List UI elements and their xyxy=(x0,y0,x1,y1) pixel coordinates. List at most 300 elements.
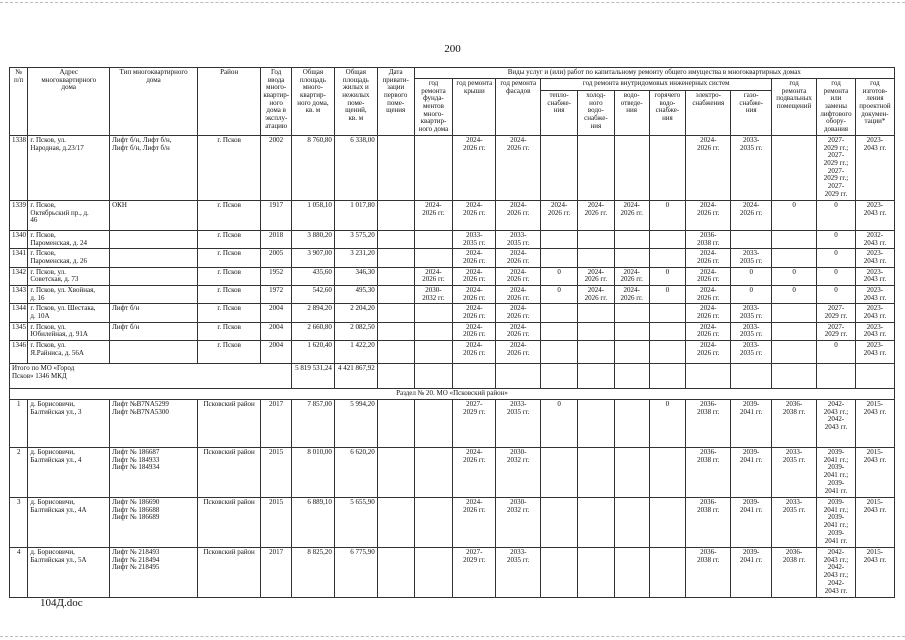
cell-type xyxy=(110,230,198,248)
cell-foundation xyxy=(414,341,453,364)
cell-area-res: 6 775,90 xyxy=(334,548,377,598)
cell-year: 2015 xyxy=(261,498,292,548)
cell-district: г. Псков xyxy=(197,135,260,200)
cell-type: Лифт № 218493 Лифт № 218494 Лифт № 218495 xyxy=(110,548,198,598)
header-hot-water: горячего водо- снабже- ния xyxy=(649,90,686,135)
cell-area-total: 6 889,10 xyxy=(291,498,334,548)
cell-type: Лифт № 186687 Лифт № 184933 Лифт № 184934 xyxy=(110,448,198,498)
cell-basement: 2033- 2035 гг. xyxy=(772,448,817,498)
cell-privat xyxy=(377,304,414,322)
cell-docs: 2023- 2043 гг. xyxy=(855,135,894,200)
cell-docs: 2032- 2043 гг. xyxy=(855,230,894,248)
cell-area-total: 3 907,00 xyxy=(291,249,334,267)
header-electro: электро- снабжения xyxy=(686,90,731,135)
cell-privat xyxy=(377,400,414,448)
cell-hot: 0 xyxy=(649,267,686,285)
cell-address: г. Псков, ул. Народная, д.23/17 xyxy=(28,135,110,200)
cell-lift: 0 xyxy=(817,230,856,248)
cell-area-res: 346,30 xyxy=(334,267,377,285)
cell-heat: 2024- 2026 гг. xyxy=(541,200,578,230)
cell-foundation xyxy=(414,304,453,322)
cell-year: 2004 xyxy=(261,304,292,322)
cell-lift: 0 xyxy=(817,267,856,285)
cell-sewer: 2024- 2026 гг. xyxy=(614,200,649,230)
total-area-residential: 4 421 867,92 xyxy=(334,364,377,389)
cell-sewer: 2024- 2026 гг. xyxy=(614,267,649,285)
cell-type: Лифт б/н, Лифт б/н, Лифт б/н, Лифт б/н xyxy=(110,135,198,200)
cell-facade: 2024- 2026 гг. xyxy=(496,304,541,322)
cell-lift: 2042- 2043 гг.; 2042- 2043 гг. xyxy=(817,400,856,448)
cell-cold xyxy=(578,322,615,340)
cell-electro: 2036- 2038 гг. xyxy=(686,400,731,448)
cell-area-total: 8 825,20 xyxy=(291,548,334,598)
cell-sewer xyxy=(614,135,649,200)
cell-num: 1338 xyxy=(10,135,28,200)
cell-privat xyxy=(377,498,414,548)
cell-heat xyxy=(541,304,578,322)
cell-electro: 2024- 2026 гг. xyxy=(686,200,731,230)
cell-gas xyxy=(731,230,772,248)
cell-docs: 2023- 2043 гг. xyxy=(855,267,894,285)
cell-privat xyxy=(377,135,414,200)
cell-sewer xyxy=(614,322,649,340)
cell-address: г. Псков, Октябрьский пр., д. 46 xyxy=(28,200,110,230)
scan-edge-bottom xyxy=(0,636,905,638)
cell-foundation: 2024- 2026 гг. xyxy=(414,267,453,285)
cell-basement: 0 xyxy=(772,267,817,285)
cell-sewer xyxy=(614,249,649,267)
cell-hot xyxy=(649,135,686,200)
cell-facade: 2024- 2026 гг. xyxy=(496,267,541,285)
cell-basement: 0 xyxy=(772,200,817,230)
table-row xyxy=(10,304,895,322)
cell-address: г. Псков, ул. Я.Райниса, д. 56А xyxy=(28,341,110,364)
cell-gas: 2033- 2035 гг. xyxy=(731,249,772,267)
cell-area-total: 2 660,80 xyxy=(291,322,334,340)
cell-cold: 2024- 2026 гг. xyxy=(578,200,615,230)
cell-num: 1345 xyxy=(10,322,28,340)
cell-sewer xyxy=(614,230,649,248)
cell-cold xyxy=(578,230,615,248)
section-row xyxy=(10,389,895,400)
cell-hot: 0 xyxy=(649,285,686,303)
cell-lift: 2039- 2041 гг.; 2039- 2041 гг.; 2039- 2041 гг. xyxy=(817,498,856,548)
header-sewer: водо- отведе- ния xyxy=(614,90,649,135)
cell-year: 2002 xyxy=(261,135,292,200)
cell-facade: 2024- 2026 гг. xyxy=(496,200,541,230)
cell-gas: 2033- 2035 гг. xyxy=(731,322,772,340)
cell-foundation xyxy=(414,135,453,200)
cell-area-res: 495,30 xyxy=(334,285,377,303)
cell-privat xyxy=(377,548,414,598)
cell-facade: 2024- 2026 гг. xyxy=(496,341,541,364)
header-lift: год ремонта или замены лифтового обору- дования xyxy=(817,79,856,136)
table-body-district xyxy=(10,400,895,598)
cell-gas: 2039- 2041 гг. xyxy=(731,448,772,498)
cell-type xyxy=(110,341,198,364)
cell-type: Лифт б/н xyxy=(110,304,198,322)
cell-heat xyxy=(541,448,578,498)
cell-roof: 2024- 2026 гг. xyxy=(453,448,496,498)
cell-electro: 2024- 2026 гг. xyxy=(686,322,731,340)
cell-num: 3 xyxy=(10,498,28,548)
cell-type xyxy=(110,249,198,267)
cell-address: д. Борисовичи, Балтийская ул., 5А xyxy=(28,548,110,598)
table-row xyxy=(10,400,895,448)
cell-district: Псковский район xyxy=(197,400,260,448)
cell-address: г. Псков, Пароменская, д. 24 xyxy=(28,230,110,248)
cell-basement xyxy=(772,304,817,322)
cell-roof: 2024- 2026 гг. xyxy=(453,135,496,200)
cell-area-res: 5 994,20 xyxy=(334,400,377,448)
cell-type: Лифт № 186690 Лифт № 186688 Лифт № 186689 xyxy=(110,498,198,548)
cell-basement: 2033- 2035 гг. xyxy=(772,498,817,548)
cell-area-total: 8 010,00 xyxy=(291,448,334,498)
cell-year: 1917 xyxy=(261,200,292,230)
cell-type xyxy=(110,285,198,303)
cell-hot xyxy=(649,498,686,548)
table-row xyxy=(10,498,895,548)
cell-basement: 2036- 2038 гг. xyxy=(772,548,817,598)
cell-foundation xyxy=(414,448,453,498)
cell-electro: 2036- 2038 гг. xyxy=(686,230,731,248)
cell-district: Псковский район xyxy=(197,448,260,498)
cell-privat xyxy=(377,267,414,285)
cell-foundation xyxy=(414,230,453,248)
cell-type: ОКН xyxy=(110,200,198,230)
header-facade: год ремонта фасадов xyxy=(496,79,541,136)
cell-facade: 2030- 2032 гг. xyxy=(496,498,541,548)
cell-district: г. Псков xyxy=(197,341,260,364)
cell-hot: 0 xyxy=(649,200,686,230)
cell-area-total: 1 620,40 xyxy=(291,341,334,364)
cell-district: г. Псков xyxy=(197,267,260,285)
cell-district: Псковский район xyxy=(197,548,260,598)
cell-area-res: 3 231,20 xyxy=(334,249,377,267)
cell-district: г. Псков xyxy=(197,285,260,303)
cell-heat xyxy=(541,230,578,248)
cell-privat xyxy=(377,341,414,364)
cell-year: 2017 xyxy=(261,548,292,598)
total-row xyxy=(10,364,895,389)
cell-area-res: 1 422,20 xyxy=(334,341,377,364)
header-gas: газо- снабже- ния xyxy=(731,90,772,135)
cell-area-total: 542,60 xyxy=(291,285,334,303)
cell-district: г. Псков xyxy=(197,200,260,230)
cell-sewer xyxy=(614,448,649,498)
cell-cold: 2024- 2026 гг. xyxy=(578,267,615,285)
table-row xyxy=(10,135,895,200)
cell-area-res: 5 655,90 xyxy=(334,498,377,548)
cell-sewer xyxy=(614,341,649,364)
total-label: Итого по МО «Город Псков» 1346 МКД xyxy=(10,364,292,389)
cell-facade: 2024- 2026 гг. xyxy=(496,135,541,200)
cell-num: 1340 xyxy=(10,230,28,248)
table-row xyxy=(10,249,895,267)
cell-lift: 2039- 2041 гг.; 2039- 2041 гг.; 2039- 2041 гг. xyxy=(817,448,856,498)
cell-roof: 2027- 2029 гг. xyxy=(453,548,496,598)
cell-year: 2017 xyxy=(261,400,292,448)
cell-electro: 2024- 2026 гг. xyxy=(686,135,731,200)
cell-docs: 2015- 2043 гг. xyxy=(855,448,894,498)
cell-roof: 2024- 2026 гг. xyxy=(453,285,496,303)
cell-facade: 2030- 2032 гг. xyxy=(496,448,541,498)
footer-filename: 104Д.doc xyxy=(40,597,83,609)
cell-lift: 2027- 2029 гг. xyxy=(817,322,856,340)
cell-roof: 2024- 2026 гг. xyxy=(453,341,496,364)
cell-heat: 0 xyxy=(541,400,578,448)
cell-foundation: 2024- 2026 гг. xyxy=(414,200,453,230)
cell-year: 2015 xyxy=(261,448,292,498)
table-row xyxy=(10,341,895,364)
cell-district: г. Псков xyxy=(197,230,260,248)
cell-num: 1 xyxy=(10,400,28,448)
cell-cold xyxy=(578,249,615,267)
table-row xyxy=(10,548,895,598)
cell-lift: 0 xyxy=(817,200,856,230)
table-row xyxy=(10,448,895,498)
cell-hot: 0 xyxy=(649,400,686,448)
cell-num: 1342 xyxy=(10,267,28,285)
cell-foundation xyxy=(414,400,453,448)
header-engineering: год ремонта внутридомовых инженерных систем xyxy=(541,79,772,91)
cell-lift: 0 xyxy=(817,341,856,364)
cell-electro: 2036- 2038 гг. xyxy=(686,548,731,598)
cell-lift: 2027- 2029 гг.; 2027- 2029 гг.; 2027- 2029 гг.; 2027- 2029 гг. xyxy=(817,135,856,200)
cell-lift: 0 xyxy=(817,249,856,267)
cell-facade: 2033- 2035 гг. xyxy=(496,230,541,248)
cell-privat xyxy=(377,448,414,498)
cell-heat: 0 xyxy=(541,267,578,285)
cell-privat xyxy=(377,200,414,230)
cell-docs: 2023- 2043 гг. xyxy=(855,200,894,230)
cell-facade: 2024- 2026 гг. xyxy=(496,285,541,303)
total-area-total: 5 819 531,24 xyxy=(291,364,334,389)
cell-type: Лифт б/н xyxy=(110,322,198,340)
cell-sewer xyxy=(614,548,649,598)
cell-roof: 2024- 2026 гг. xyxy=(453,498,496,548)
cell-heat xyxy=(541,249,578,267)
header-address: Адрес многоквартирного дома xyxy=(28,68,110,136)
cell-hot xyxy=(649,322,686,340)
cell-sewer: 2024- 2026 гг. xyxy=(614,285,649,303)
cell-basement: 0 xyxy=(772,285,817,303)
cell-basement xyxy=(772,135,817,200)
cell-sewer xyxy=(614,498,649,548)
cell-electro: 2024- 2026 гг. xyxy=(686,267,731,285)
cell-basement: 2036- 2038 гг. xyxy=(772,400,817,448)
cell-hot xyxy=(649,448,686,498)
cell-foundation xyxy=(414,548,453,598)
cell-facade: 2024- 2026 гг. xyxy=(496,322,541,340)
header-area-total: Общая площадь много- квартир- ного дома, кв. м xyxy=(291,68,334,136)
cell-year: 2005 xyxy=(261,249,292,267)
cell-docs: 2023- 2043 гг. xyxy=(855,304,894,322)
cell-gas: 2039- 2041 гг. xyxy=(731,548,772,598)
cell-district: г. Псков xyxy=(197,322,260,340)
cell-cold xyxy=(578,341,615,364)
cell-gas: 2033- 2035 гг. xyxy=(731,135,772,200)
cell-area-total: 2 894,20 xyxy=(291,304,334,322)
cell-address: г. Псков, ул. Хвойная, д. 16 xyxy=(28,285,110,303)
cell-num: 4 xyxy=(10,548,28,598)
cell-address: г. Псков, ул. Шестака, д. 10А xyxy=(28,304,110,322)
cell-address: д. Борисовичи, Балтийская ул., 3 xyxy=(28,400,110,448)
cell-heat xyxy=(541,498,578,548)
header-type: Тип многоквартирного дома xyxy=(110,68,198,136)
page-number: 200 xyxy=(444,43,461,55)
cell-docs: 2023- 2043 гг. xyxy=(855,322,894,340)
cell-area-total: 3 880,20 xyxy=(291,230,334,248)
cell-roof: 2024- 2026 гг. xyxy=(453,200,496,230)
cell-docs: 2023- 2043 гг. xyxy=(855,341,894,364)
cell-lift: 2042- 2043 гг.; 2042- 2043 гг.; 2042- 2043 гг. xyxy=(817,548,856,598)
table-row xyxy=(10,200,895,230)
cell-docs: 2023- 2043 гг. xyxy=(855,249,894,267)
header-area-residential: Общая площадь жилых и нежилых поме- щений, кв. м xyxy=(334,68,377,136)
cell-year: 1952 xyxy=(261,267,292,285)
cell-area-res: 6 338,00 xyxy=(334,135,377,200)
cell-area-total: 1 058,10 xyxy=(291,200,334,230)
cell-gas: 2033- 2035 гг. xyxy=(731,304,772,322)
cell-heat xyxy=(541,322,578,340)
cell-cold xyxy=(578,548,615,598)
cell-gas: 0 xyxy=(731,267,772,285)
cell-area-res: 3 575,20 xyxy=(334,230,377,248)
cell-basement xyxy=(772,341,817,364)
cell-heat xyxy=(541,135,578,200)
cell-cold xyxy=(578,304,615,322)
header-privatization: Дата привати- зации первого поме- щения xyxy=(377,68,414,136)
header-foundation: год ремонта фунда- ментов много- квартир- ного дома xyxy=(414,79,453,136)
cell-district: г. Псков xyxy=(197,249,260,267)
cell-facade: 2033- 2035 гг. xyxy=(496,400,541,448)
cell-electro: 2024- 2026 гг. xyxy=(686,304,731,322)
cell-roof: 2024- 2026 гг. xyxy=(453,304,496,322)
cell-area-total: 435,60 xyxy=(291,267,334,285)
cell-area-res: 2 082,50 xyxy=(334,322,377,340)
cell-address: г. Псков, ул. Юбилейная, д. 91А xyxy=(28,322,110,340)
cell-foundation: 2030- 2032 гг. xyxy=(414,285,453,303)
cell-facade: 2024- 2026 гг. xyxy=(496,249,541,267)
cell-num: 1344 xyxy=(10,304,28,322)
cell-cold: 2024- 2026 гг. xyxy=(578,285,615,303)
cell-num: 1346 xyxy=(10,341,28,364)
cell-area-total: 7 857,00 xyxy=(291,400,334,448)
cell-roof: 2024- 2026 гг. xyxy=(453,322,496,340)
cell-gas: 2033- 2035 гг. xyxy=(731,341,772,364)
cell-district: Псковский район xyxy=(197,498,260,548)
cell-hot xyxy=(649,249,686,267)
cell-area-total: 8 760,80 xyxy=(291,135,334,200)
cell-lift: 0 xyxy=(817,285,856,303)
cell-electro: 2036- 2038 гг. xyxy=(686,448,731,498)
table-row xyxy=(10,322,895,340)
cell-privat xyxy=(377,285,414,303)
cell-docs: 2023- 2043 гг. xyxy=(855,285,894,303)
cell-privat xyxy=(377,230,414,248)
cell-num: 1341 xyxy=(10,249,28,267)
cell-area-res: 1 017,80 xyxy=(334,200,377,230)
cell-address: д. Борисовичи, Балтийская ул., 4 xyxy=(28,448,110,498)
cell-docs: 2015- 2043 гг. xyxy=(855,400,894,448)
cell-electro: 2024- 2026 гг. xyxy=(686,285,731,303)
cell-gas: 2039- 2041 гг. xyxy=(731,498,772,548)
scan-edge-top xyxy=(0,2,905,4)
cell-roof: 2033- 2035 гг. xyxy=(453,230,496,248)
header-services: Виды услуг и (или) работ по капитальному ремонту общего имущества в многоквартирных домах xyxy=(414,68,894,79)
cell-hot xyxy=(649,548,686,598)
cell-sewer xyxy=(614,400,649,448)
cell-roof: 2024- 2026 гг. xyxy=(453,267,496,285)
cell-num: 1339 xyxy=(10,200,28,230)
header-heat: тепло- снабже- ния xyxy=(541,90,578,135)
cell-privat xyxy=(377,322,414,340)
cell-num: 1343 xyxy=(10,285,28,303)
cell-hot xyxy=(649,304,686,322)
cell-electro: 2036- 2038 гг. xyxy=(686,498,731,548)
header-district: Район xyxy=(197,68,260,136)
header-year: Год ввода много- квартир- ного дома в эксплу- атацию xyxy=(261,68,292,136)
cell-electro: 2024- 2026 гг. xyxy=(686,341,731,364)
cell-gas: 0 xyxy=(731,285,772,303)
header-roof: год ремонта крыши xyxy=(453,79,496,136)
cell-facade: 2033- 2035 гг. xyxy=(496,548,541,598)
cell-year: 2004 xyxy=(261,322,292,340)
cell-gas: 2039- 2041 гг. xyxy=(731,400,772,448)
cell-address: д. Борисовичи, Балтийская ул., 4А xyxy=(28,498,110,548)
table-row xyxy=(10,285,895,303)
table-body-pskov xyxy=(10,135,895,363)
cell-cold xyxy=(578,135,615,200)
cell-heat xyxy=(541,341,578,364)
cell-heat xyxy=(541,548,578,598)
cell-year: 1972 xyxy=(261,285,292,303)
table-row xyxy=(10,267,895,285)
cell-year: 2004 xyxy=(261,341,292,364)
header-num: № п/п xyxy=(10,68,28,136)
cell-num: 2 xyxy=(10,448,28,498)
cell-basement xyxy=(772,322,817,340)
table-row xyxy=(10,230,895,248)
cell-lift: 2027- 2029 гг. xyxy=(817,304,856,322)
section-title: Раздел № 20. МО «Псковский район» xyxy=(10,389,895,400)
cell-hot xyxy=(649,341,686,364)
cell-heat: 0 xyxy=(541,285,578,303)
cell-foundation xyxy=(414,498,453,548)
cell-cold xyxy=(578,448,615,498)
header-basement: год ремонта подвальных помещений xyxy=(772,79,817,136)
cell-foundation xyxy=(414,249,453,267)
cell-cold xyxy=(578,498,615,548)
cell-basement xyxy=(772,249,817,267)
header-docs: год изготов- ления проектной докумен- тации* xyxy=(855,79,894,136)
cell-area-res: 2 204,20 xyxy=(334,304,377,322)
cell-foundation xyxy=(414,322,453,340)
cell-area-res: 6 620,20 xyxy=(334,448,377,498)
cell-roof: 2027- 2029 гг. xyxy=(453,400,496,448)
header-cold-water: холод- ного водо- снабже- ния xyxy=(578,90,615,135)
cell-docs: 2015- 2043 гг. xyxy=(855,548,894,598)
table-total xyxy=(10,364,895,400)
cell-type: Лифт №B7NA5299 Лифт №B7NA5300 xyxy=(110,400,198,448)
cell-hot xyxy=(649,230,686,248)
cell-year: 2018 xyxy=(261,230,292,248)
table-header xyxy=(10,68,895,136)
cell-address: г. Псков, ул. Советская, д. 73 xyxy=(28,267,110,285)
cell-district: г. Псков xyxy=(197,304,260,322)
cell-type xyxy=(110,267,198,285)
